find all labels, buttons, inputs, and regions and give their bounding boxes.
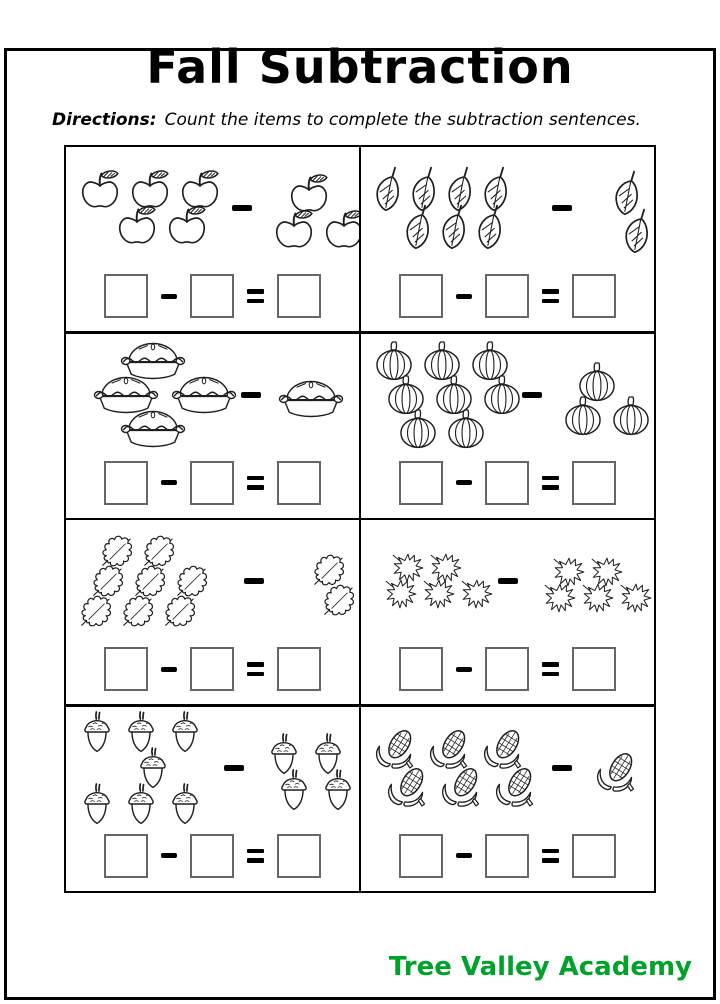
subtraction-sentence xyxy=(361,825,654,887)
pumpkin-icon xyxy=(383,374,429,416)
corn-icon xyxy=(437,764,489,810)
acorn-icon xyxy=(273,768,315,812)
maple-leaf-icon xyxy=(618,581,654,615)
picture-equation xyxy=(66,707,359,825)
pie-icon xyxy=(273,378,349,420)
directions-label: Directions: xyxy=(52,110,157,130)
oak-leaf-icon xyxy=(88,562,128,600)
problems-grid xyxy=(64,145,656,893)
subtrahend-items xyxy=(309,551,349,619)
problem-cell-5 xyxy=(66,520,359,704)
pie-icon xyxy=(88,374,164,416)
maple-leaf-icon xyxy=(383,577,419,611)
minus-icon xyxy=(456,480,472,485)
subtrahend-items xyxy=(550,361,644,437)
apple-icon xyxy=(113,204,161,248)
maple-leaf-icon xyxy=(542,581,578,615)
apple-icon xyxy=(320,208,359,252)
minuend-items xyxy=(76,340,230,450)
answer-box-difference[interactable] xyxy=(572,647,616,691)
oak-leaf-icon xyxy=(130,562,170,600)
answer-box-difference[interactable] xyxy=(277,834,321,878)
leaf-icon xyxy=(437,204,471,250)
minus-icon xyxy=(241,392,261,398)
answer-box-difference[interactable] xyxy=(572,461,616,505)
answer-box-difference[interactable] xyxy=(572,834,616,878)
minus-icon xyxy=(161,294,177,299)
acorn-icon xyxy=(76,782,118,826)
answer-box-minuend[interactable] xyxy=(399,647,443,691)
answer-box-subtrahend[interactable] xyxy=(485,461,529,505)
answer-box-minuend[interactable] xyxy=(399,274,443,318)
equals-icon xyxy=(542,849,559,863)
answer-box-minuend[interactable] xyxy=(104,647,148,691)
corn-icon xyxy=(592,749,644,795)
oak-leaf-icon xyxy=(319,581,359,619)
picture-equation xyxy=(66,520,359,638)
answer-box-subtrahend[interactable] xyxy=(190,274,234,318)
picture-equation xyxy=(361,334,654,452)
pie-icon xyxy=(166,374,242,416)
minuend-items xyxy=(76,710,206,826)
answer-box-difference[interactable] xyxy=(572,274,616,318)
equals-icon xyxy=(542,289,559,303)
answer-box-minuend[interactable] xyxy=(104,461,148,505)
subtrahend-items xyxy=(592,749,644,795)
answer-box-subtrahend[interactable] xyxy=(190,461,234,505)
corn-icon xyxy=(491,764,543,810)
problem-cell-4 xyxy=(361,334,654,518)
minuend-items xyxy=(371,551,483,611)
apple-icon xyxy=(163,204,211,248)
directions xyxy=(52,110,720,130)
answer-box-subtrahend[interactable] xyxy=(190,834,234,878)
equals-icon xyxy=(542,476,559,490)
leaf-icon xyxy=(371,166,405,212)
directions-text: Count the items to complete the subtraction sentences. xyxy=(164,110,641,130)
minus-icon xyxy=(244,578,264,584)
subtraction-sentence xyxy=(361,638,654,700)
picture-equation xyxy=(361,707,654,825)
answer-box-subtrahend[interactable] xyxy=(485,834,529,878)
leaf-icon xyxy=(401,204,435,250)
subtrahend-items xyxy=(610,170,644,254)
apple-icon xyxy=(270,208,318,252)
minuend-items xyxy=(371,726,531,810)
equals-icon xyxy=(247,476,264,490)
answer-box-difference[interactable] xyxy=(277,274,321,318)
problem-cell-6 xyxy=(361,520,654,704)
acorn-icon xyxy=(317,768,359,812)
leaf-icon xyxy=(473,204,507,250)
footer-brand: Tree Valley Academy xyxy=(388,952,692,982)
pumpkin-icon xyxy=(431,374,477,416)
problem-cell-3 xyxy=(66,334,359,518)
minus-icon xyxy=(552,205,572,211)
answer-box-minuend[interactable] xyxy=(399,461,443,505)
subtraction-sentence xyxy=(66,265,359,327)
picture-equation xyxy=(361,520,654,638)
problem-cell-7 xyxy=(66,707,359,891)
equals-icon xyxy=(247,289,264,303)
minus-icon xyxy=(552,765,572,771)
picture-equation xyxy=(361,147,654,265)
subtrahend-items xyxy=(260,172,358,252)
answer-box-difference[interactable] xyxy=(277,647,321,691)
minus-icon xyxy=(232,205,252,211)
minus-icon xyxy=(498,578,518,584)
maple-leaf-icon xyxy=(459,577,495,611)
subtrahend-items xyxy=(532,555,644,615)
minus-icon xyxy=(456,294,472,299)
answer-box-subtrahend[interactable] xyxy=(485,647,529,691)
problem-cell-1 xyxy=(66,147,359,331)
minus-icon xyxy=(161,667,177,672)
equals-icon xyxy=(247,849,264,863)
subtraction-sentence xyxy=(361,265,654,327)
corn-icon xyxy=(383,764,435,810)
picture-equation xyxy=(66,334,359,452)
oak-leaf-icon xyxy=(172,562,212,600)
acorn-icon xyxy=(76,710,118,754)
acorn-icon xyxy=(132,746,174,790)
answer-box-minuend[interactable] xyxy=(104,834,148,878)
subtraction-sentence xyxy=(361,452,654,514)
answer-box-difference[interactable] xyxy=(277,461,321,505)
maple-leaf-icon xyxy=(580,581,616,615)
minuend-items xyxy=(76,532,200,630)
picture-equation xyxy=(66,147,359,265)
subtraction-sentence xyxy=(66,452,359,514)
minus-icon xyxy=(224,765,244,771)
answer-box-subtrahend[interactable] xyxy=(190,647,234,691)
pumpkin-icon xyxy=(560,395,606,437)
minus-icon xyxy=(161,853,177,858)
minuend-items xyxy=(371,340,513,450)
minus-icon xyxy=(456,667,472,672)
minuend-items xyxy=(371,166,513,250)
minus-icon xyxy=(161,480,177,485)
minuend-items xyxy=(76,168,224,248)
equals-icon xyxy=(247,662,264,676)
pumpkin-icon xyxy=(608,395,654,437)
answer-box-subtrahend[interactable] xyxy=(485,274,529,318)
subtrahend-items xyxy=(273,378,349,420)
answer-box-minuend[interactable] xyxy=(104,274,148,318)
answer-box-minuend[interactable] xyxy=(399,834,443,878)
maple-leaf-icon xyxy=(421,577,457,611)
worksheet-page xyxy=(0,40,720,982)
leaf-icon xyxy=(620,208,654,254)
page-title: Fall Subtraction xyxy=(146,40,574,94)
subtraction-sentence xyxy=(66,825,359,887)
equals-icon xyxy=(542,662,559,676)
pumpkin-icon xyxy=(479,374,525,416)
minus-icon xyxy=(456,853,472,858)
problem-cell-2 xyxy=(361,147,654,331)
subtrahend-items xyxy=(263,732,349,812)
subtraction-sentence xyxy=(66,638,359,700)
problem-cell-8 xyxy=(361,707,654,891)
